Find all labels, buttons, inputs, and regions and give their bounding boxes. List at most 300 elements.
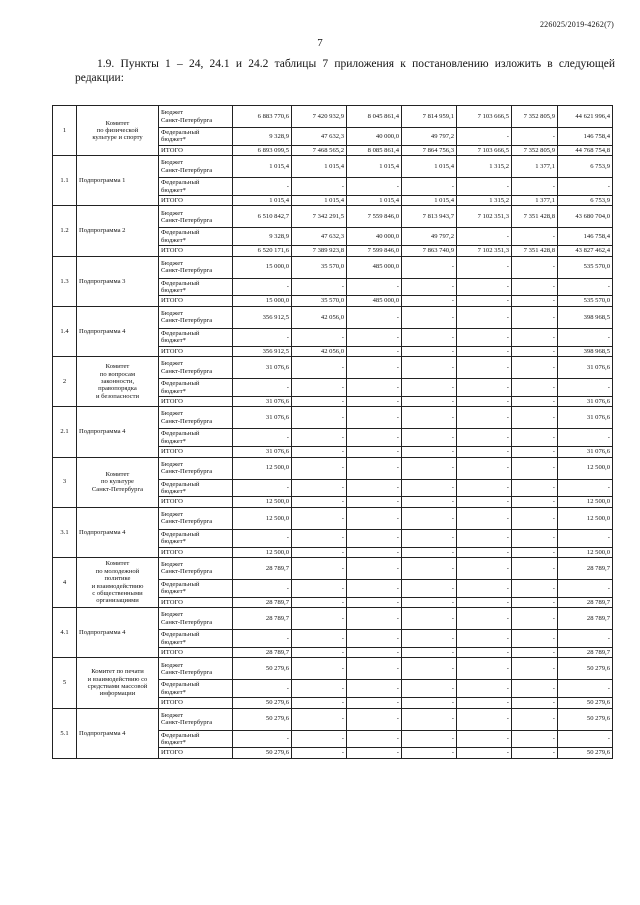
- year-value-cell: -: [512, 296, 558, 306]
- funding-source: ИТОГО: [159, 246, 233, 256]
- year-value-cell: -: [233, 379, 292, 397]
- year-value-cell: -: [512, 547, 558, 557]
- year-value-cell: -: [457, 497, 512, 507]
- year-value-cell: -: [347, 547, 402, 557]
- table-row: [53, 306, 613, 328]
- year-value-cell: -: [402, 708, 457, 730]
- year-value-cell: 15 000,0: [233, 296, 292, 306]
- row-name: Подпрограмма 3: [77, 256, 159, 306]
- funding-source: Федеральный бюджет*: [159, 479, 233, 497]
- year-value-cell: -: [402, 698, 457, 708]
- year-value-cell: -: [512, 648, 558, 658]
- total-cell: 50 279,6: [558, 698, 613, 708]
- row-name: Комитет по молодежной политике и взаимодействию с общественными организациями: [77, 557, 159, 607]
- total-cell: 28 789,7: [558, 597, 613, 607]
- year-value-cell: 15 000,0: [233, 256, 292, 278]
- funding-source: Федеральный бюджет*: [159, 328, 233, 346]
- year-value-cell: -: [233, 579, 292, 597]
- year-value-cell: -: [512, 730, 558, 748]
- year-value-cell: 356 912,5: [233, 346, 292, 356]
- year-value-cell: -: [512, 357, 558, 379]
- row-number: 2: [53, 357, 77, 407]
- year-value-cell: -: [402, 507, 457, 529]
- year-value-cell: -: [292, 557, 347, 579]
- year-value-cell: 31 076,6: [233, 396, 292, 406]
- year-value-cell: -: [402, 447, 457, 457]
- year-value-cell: 35 570,0: [292, 256, 347, 278]
- funding-source: Федеральный бюджет*: [159, 128, 233, 146]
- year-value-cell: -: [457, 529, 512, 547]
- year-value-cell: 1 377,1: [512, 156, 558, 178]
- table-row: [53, 407, 613, 429]
- row-number: 1.4: [53, 306, 77, 356]
- funding-source: Бюджет Санкт-Петербурга: [159, 658, 233, 680]
- year-value-cell: 28 789,7: [233, 597, 292, 607]
- year-value-cell: 42 056,0: [292, 306, 347, 328]
- total-cell: 31 076,6: [558, 357, 613, 379]
- year-value-cell: -: [347, 479, 402, 497]
- year-value-cell: -: [402, 178, 457, 196]
- total-cell: -: [558, 379, 613, 397]
- year-value-cell: 7 351 428,8: [512, 246, 558, 256]
- year-value-cell: 7 389 923,8: [292, 246, 347, 256]
- year-value-cell: -: [347, 328, 402, 346]
- year-value-cell: -: [292, 730, 347, 748]
- total-cell: 28 789,7: [558, 608, 613, 630]
- row-name: Подпрограмма 2: [77, 206, 159, 256]
- year-value-cell: -: [512, 379, 558, 397]
- year-value-cell: -: [347, 648, 402, 658]
- year-value-cell: -: [347, 579, 402, 597]
- document-number: 226025/2019-4262(7): [539, 20, 614, 29]
- year-value-cell: 485 000,0: [347, 296, 402, 306]
- year-value-cell: -: [402, 278, 457, 296]
- row-number: 1.3: [53, 256, 77, 306]
- year-value-cell: -: [292, 698, 347, 708]
- total-cell: -: [558, 178, 613, 196]
- total-cell: 31 076,6: [558, 396, 613, 406]
- year-value-cell: 50 279,6: [233, 748, 292, 758]
- row-number: 4: [53, 557, 77, 607]
- total-cell: -: [558, 579, 613, 597]
- year-value-cell: -: [347, 457, 402, 479]
- year-value-cell: -: [292, 457, 347, 479]
- row-number: 1: [53, 106, 77, 156]
- year-value-cell: -: [402, 346, 457, 356]
- year-value-cell: -: [402, 457, 457, 479]
- row-number: 5.1: [53, 708, 77, 758]
- year-value-cell: -: [402, 648, 457, 658]
- total-cell: 535 570,0: [558, 256, 613, 278]
- funding-source: Бюджет Санкт-Петербурга: [159, 256, 233, 278]
- year-value-cell: -: [292, 529, 347, 547]
- year-value-cell: -: [292, 658, 347, 680]
- year-value-cell: -: [457, 429, 512, 447]
- year-value-cell: -: [512, 278, 558, 296]
- year-value-cell: -: [457, 296, 512, 306]
- funding-source: Федеральный бюджет*: [159, 178, 233, 196]
- table-row: [53, 557, 613, 579]
- total-cell: -: [558, 680, 613, 698]
- year-value-cell: -: [402, 256, 457, 278]
- year-value-cell: -: [292, 680, 347, 698]
- year-value-cell: 356 912,5: [233, 306, 292, 328]
- row-name: Подпрограмма 1: [77, 156, 159, 206]
- funding-source: Федеральный бюджет*: [159, 529, 233, 547]
- year-value-cell: -: [457, 407, 512, 429]
- year-value-cell: -: [402, 680, 457, 698]
- year-value-cell: 7 103 666,5: [457, 106, 512, 128]
- year-value-cell: -: [402, 328, 457, 346]
- funding-source: Федеральный бюджет*: [159, 579, 233, 597]
- year-value-cell: -: [512, 608, 558, 630]
- year-value-cell: 7 864 756,3: [402, 145, 457, 155]
- year-value-cell: -: [402, 658, 457, 680]
- funding-source: Федеральный бюджет*: [159, 730, 233, 748]
- funding-source: ИТОГО: [159, 648, 233, 658]
- year-value-cell: -: [512, 128, 558, 146]
- year-value-cell: -: [512, 457, 558, 479]
- year-value-cell: -: [292, 597, 347, 607]
- year-value-cell: -: [457, 479, 512, 497]
- year-value-cell: -: [402, 748, 457, 758]
- total-cell: -: [558, 630, 613, 648]
- total-cell: -: [558, 730, 613, 748]
- year-value-cell: -: [457, 579, 512, 597]
- year-value-cell: -: [457, 396, 512, 406]
- row-number: 3: [53, 457, 77, 507]
- year-value-cell: -: [457, 708, 512, 730]
- year-value-cell: -: [292, 708, 347, 730]
- year-value-cell: -: [402, 407, 457, 429]
- table-row: [53, 357, 613, 379]
- year-value-cell: -: [457, 346, 512, 356]
- funding-source: Федеральный бюджет*: [159, 680, 233, 698]
- year-value-cell: -: [402, 730, 457, 748]
- funding-source: Бюджет Санкт-Петербурга: [159, 557, 233, 579]
- year-value-cell: -: [457, 278, 512, 296]
- row-name: Подпрограмма 4: [77, 608, 159, 658]
- funding-source: Бюджет Санкт-Петербурга: [159, 407, 233, 429]
- funding-source: Бюджет Санкт-Петербурга: [159, 457, 233, 479]
- year-value-cell: -: [347, 748, 402, 758]
- funding-source: Бюджет Санкт-Петербурга: [159, 206, 233, 228]
- year-value-cell: 1 015,4: [233, 196, 292, 206]
- year-value-cell: 40 000,0: [347, 228, 402, 246]
- year-value-cell: -: [457, 507, 512, 529]
- year-value-cell: -: [347, 178, 402, 196]
- year-value-cell: 6 893 099,5: [233, 145, 292, 155]
- year-value-cell: -: [292, 178, 347, 196]
- year-value-cell: -: [233, 178, 292, 196]
- year-value-cell: -: [512, 680, 558, 698]
- row-name: Подпрограмма 4: [77, 407, 159, 457]
- year-value-cell: 47 632,3: [292, 228, 347, 246]
- year-value-cell: -: [402, 396, 457, 406]
- total-cell: -: [558, 479, 613, 497]
- table-row: [53, 507, 613, 529]
- year-value-cell: -: [457, 730, 512, 748]
- budget-table-body: [53, 106, 613, 759]
- year-value-cell: -: [457, 698, 512, 708]
- year-value-cell: -: [512, 228, 558, 246]
- year-value-cell: -: [233, 680, 292, 698]
- year-value-cell: -: [292, 748, 347, 758]
- total-cell: 43 680 704,0: [558, 206, 613, 228]
- row-name: Комитет по физической культуре и спорту: [77, 106, 159, 156]
- year-value-cell: -: [292, 447, 347, 457]
- funding-source: ИТОГО: [159, 296, 233, 306]
- table-row: [53, 206, 613, 228]
- year-value-cell: -: [233, 479, 292, 497]
- year-value-cell: -: [457, 128, 512, 146]
- total-cell: 50 279,6: [558, 748, 613, 758]
- year-value-cell: -: [457, 457, 512, 479]
- funding-source: ИТОГО: [159, 547, 233, 557]
- year-value-cell: 7 352 805,9: [512, 145, 558, 155]
- table-row: [53, 708, 613, 730]
- year-value-cell: -: [292, 479, 347, 497]
- year-value-cell: -: [512, 256, 558, 278]
- year-value-cell: -: [292, 278, 347, 296]
- year-value-cell: -: [512, 346, 558, 356]
- year-value-cell: -: [233, 529, 292, 547]
- year-value-cell: 1 015,4: [292, 156, 347, 178]
- year-value-cell: -: [347, 680, 402, 698]
- year-value-cell: -: [292, 497, 347, 507]
- year-value-cell: -: [512, 396, 558, 406]
- row-number: 4.1: [53, 608, 77, 658]
- year-value-cell: -: [233, 630, 292, 648]
- funding-source: ИТОГО: [159, 447, 233, 457]
- year-value-cell: -: [347, 407, 402, 429]
- year-value-cell: -: [402, 379, 457, 397]
- year-value-cell: 7 813 943,7: [402, 206, 457, 228]
- year-value-cell: -: [457, 178, 512, 196]
- year-value-cell: 40 000,0: [347, 128, 402, 146]
- funding-source: Бюджет Санкт-Петербурга: [159, 156, 233, 178]
- year-value-cell: 8 085 861,4: [347, 145, 402, 155]
- total-cell: 12 500,0: [558, 457, 613, 479]
- year-value-cell: 7 468 565,2: [292, 145, 347, 155]
- funding-source: ИТОГО: [159, 497, 233, 507]
- year-value-cell: -: [512, 748, 558, 758]
- year-value-cell: 31 076,6: [233, 357, 292, 379]
- year-value-cell: -: [233, 328, 292, 346]
- year-value-cell: -: [457, 630, 512, 648]
- year-value-cell: -: [292, 630, 347, 648]
- table-row: [53, 156, 613, 178]
- year-value-cell: 7 102 351,3: [457, 206, 512, 228]
- year-value-cell: 1 015,4: [233, 156, 292, 178]
- funding-source: Бюджет Санкт-Петербурга: [159, 306, 233, 328]
- year-value-cell: 7 599 846,0: [347, 246, 402, 256]
- total-cell: 535 570,0: [558, 296, 613, 306]
- year-value-cell: -: [402, 429, 457, 447]
- year-value-cell: -: [457, 447, 512, 457]
- year-value-cell: 9 328,9: [233, 128, 292, 146]
- year-value-cell: 50 279,6: [233, 698, 292, 708]
- year-value-cell: -: [457, 328, 512, 346]
- year-value-cell: -: [457, 379, 512, 397]
- year-value-cell: -: [347, 597, 402, 607]
- year-value-cell: 12 500,0: [233, 507, 292, 529]
- year-value-cell: -: [457, 658, 512, 680]
- year-value-cell: 49 797,2: [402, 228, 457, 246]
- year-value-cell: 1 377,1: [512, 196, 558, 206]
- year-value-cell: 31 076,6: [233, 407, 292, 429]
- year-value-cell: 12 500,0: [233, 497, 292, 507]
- table-row: [53, 658, 613, 680]
- row-number: 2.1: [53, 407, 77, 457]
- row-number: 1.2: [53, 206, 77, 256]
- year-value-cell: 9 328,9: [233, 228, 292, 246]
- table-row: [53, 457, 613, 479]
- year-value-cell: -: [347, 658, 402, 680]
- year-value-cell: -: [512, 579, 558, 597]
- year-value-cell: -: [512, 708, 558, 730]
- year-value-cell: 8 045 861,4: [347, 106, 402, 128]
- year-value-cell: -: [402, 630, 457, 648]
- year-value-cell: 6 510 842,7: [233, 206, 292, 228]
- year-value-cell: -: [347, 698, 402, 708]
- table-row: [53, 608, 613, 630]
- year-value-cell: 7 103 666,5: [457, 145, 512, 155]
- year-value-cell: -: [402, 579, 457, 597]
- year-value-cell: -: [292, 507, 347, 529]
- funding-source: ИТОГО: [159, 196, 233, 206]
- total-cell: 28 789,7: [558, 648, 613, 658]
- year-value-cell: -: [512, 447, 558, 457]
- year-value-cell: 28 789,7: [233, 557, 292, 579]
- year-value-cell: 7 342 291,5: [292, 206, 347, 228]
- funding-source: Бюджет Санкт-Петербурга: [159, 357, 233, 379]
- funding-source: ИТОГО: [159, 698, 233, 708]
- funding-source: Бюджет Санкт-Петербурга: [159, 507, 233, 529]
- funding-source: Федеральный бюджет*: [159, 278, 233, 296]
- total-cell: 28 789,7: [558, 557, 613, 579]
- year-value-cell: -: [457, 557, 512, 579]
- year-value-cell: 6 520 171,6: [233, 246, 292, 256]
- year-value-cell: -: [457, 547, 512, 557]
- year-value-cell: -: [402, 479, 457, 497]
- year-value-cell: -: [512, 630, 558, 648]
- year-value-cell: -: [233, 730, 292, 748]
- year-value-cell: -: [512, 497, 558, 507]
- year-value-cell: 1 015,4: [402, 196, 457, 206]
- year-value-cell: -: [512, 658, 558, 680]
- year-value-cell: 28 789,7: [233, 608, 292, 630]
- year-value-cell: -: [347, 608, 402, 630]
- year-value-cell: -: [347, 630, 402, 648]
- year-value-cell: -: [233, 429, 292, 447]
- page-number: 7: [317, 37, 323, 49]
- total-cell: 43 827 462,4: [558, 246, 613, 256]
- year-value-cell: -: [512, 597, 558, 607]
- year-value-cell: 49 797,2: [402, 128, 457, 146]
- total-cell: 146 758,4: [558, 128, 613, 146]
- total-cell: 31 076,6: [558, 447, 613, 457]
- year-value-cell: -: [402, 547, 457, 557]
- total-cell: 6 753,9: [558, 196, 613, 206]
- funding-source: Бюджет Санкт-Петербурга: [159, 708, 233, 730]
- year-value-cell: -: [402, 557, 457, 579]
- year-value-cell: 7 863 740,9: [402, 246, 457, 256]
- year-value-cell: -: [292, 648, 347, 658]
- year-value-cell: -: [292, 328, 347, 346]
- year-value-cell: 7 814 959,1: [402, 106, 457, 128]
- year-value-cell: 1 015,4: [292, 196, 347, 206]
- year-value-cell: -: [512, 529, 558, 547]
- year-value-cell: -: [402, 529, 457, 547]
- year-value-cell: -: [292, 429, 347, 447]
- funding-source: Федеральный бюджет*: [159, 228, 233, 246]
- year-value-cell: 7 559 846,0: [347, 206, 402, 228]
- year-value-cell: 1 015,4: [347, 196, 402, 206]
- year-value-cell: 12 500,0: [233, 547, 292, 557]
- year-value-cell: 50 279,6: [233, 658, 292, 680]
- year-value-cell: -: [457, 648, 512, 658]
- year-value-cell: -: [402, 597, 457, 607]
- year-value-cell: 47 632,3: [292, 128, 347, 146]
- total-cell: 398 968,5: [558, 346, 613, 356]
- year-value-cell: 7 351 428,8: [512, 206, 558, 228]
- row-number: 5: [53, 658, 77, 708]
- year-value-cell: 35 570,0: [292, 296, 347, 306]
- total-cell: 44 768 754,8: [558, 145, 613, 155]
- year-value-cell: 31 076,6: [233, 447, 292, 457]
- total-cell: -: [558, 529, 613, 547]
- year-value-cell: -: [292, 379, 347, 397]
- funding-source: ИТОГО: [159, 346, 233, 356]
- year-value-cell: -: [347, 278, 402, 296]
- year-value-cell: -: [457, 306, 512, 328]
- table-row: [53, 256, 613, 278]
- total-cell: 44 621 996,4: [558, 106, 613, 128]
- year-value-cell: -: [292, 396, 347, 406]
- year-value-cell: -: [292, 407, 347, 429]
- year-value-cell: -: [292, 608, 347, 630]
- year-value-cell: -: [347, 708, 402, 730]
- funding-source: Бюджет Санкт-Петербурга: [159, 608, 233, 630]
- year-value-cell: 485 000,0: [347, 256, 402, 278]
- year-value-cell: -: [347, 346, 402, 356]
- total-cell: 12 500,0: [558, 497, 613, 507]
- year-value-cell: -: [347, 447, 402, 457]
- total-cell: 12 500,0: [558, 507, 613, 529]
- row-name: Комитет по культуре Санкт-Петербурга: [77, 457, 159, 507]
- total-cell: 12 500,0: [558, 547, 613, 557]
- year-value-cell: -: [347, 507, 402, 529]
- year-value-cell: -: [347, 306, 402, 328]
- year-value-cell: -: [347, 379, 402, 397]
- total-cell: -: [558, 278, 613, 296]
- funding-source: Федеральный бюджет*: [159, 429, 233, 447]
- year-value-cell: -: [347, 730, 402, 748]
- funding-source: ИТОГО: [159, 748, 233, 758]
- year-value-cell: -: [402, 497, 457, 507]
- year-value-cell: -: [402, 357, 457, 379]
- funding-source: ИТОГО: [159, 145, 233, 155]
- total-cell: 50 279,6: [558, 708, 613, 730]
- year-value-cell: 42 056,0: [292, 346, 347, 356]
- year-value-cell: -: [512, 306, 558, 328]
- year-value-cell: -: [347, 357, 402, 379]
- year-value-cell: -: [457, 748, 512, 758]
- year-value-cell: -: [347, 497, 402, 507]
- funding-source: ИТОГО: [159, 597, 233, 607]
- year-value-cell: -: [292, 357, 347, 379]
